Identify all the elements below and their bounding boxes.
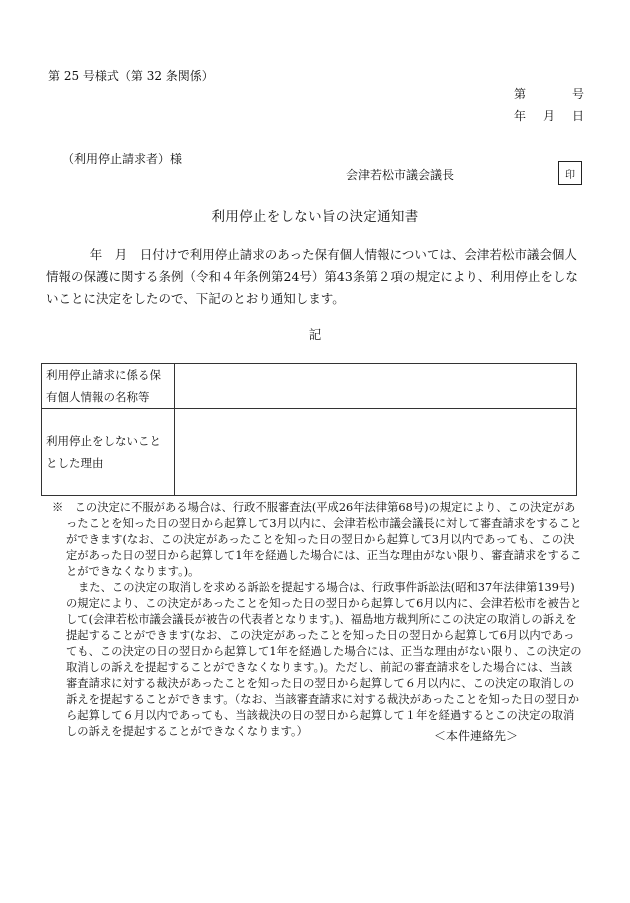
table-row <box>42 364 577 409</box>
date-month-label: 月 <box>543 109 556 123</box>
seal-label: 印 <box>565 169 575 181</box>
reason-value <box>175 409 577 496</box>
info-name-value <box>175 364 577 409</box>
info-name-label: 利用停止請求に係る保有個人情報の名称等 <box>42 364 175 409</box>
document-number-suffix: 号 <box>572 87 585 101</box>
table-row <box>42 409 577 496</box>
ki-heading: 記 <box>308 327 322 342</box>
appeal-note-review: ※ この決定に不服がある場合は、行政不服審査法(平成26年法律第68号)の規定により、この決定があったことを知った日の翌日から起算して3月以内に、会津若松市議会議長に対して審査請求をすることができます(なお、この決定があったことを知った日の翌日から起算して3月以内であっても、この決定があった日の翌日から起算して1年を経過した場合には、正当な理由がない限り、審査請求をすることができなくなります。)。 <box>52 501 582 578</box>
notice-body <box>46 244 582 310</box>
document-title: 利用停止をしない旨の決定通知書 <box>211 209 419 225</box>
addressee: （利用停止請求者）様 <box>62 152 183 166</box>
reason-label: 利用停止をしないこととした理由 <box>42 409 175 496</box>
appeal-notes <box>52 500 582 740</box>
appeal-note-lawsuit: また、この決定の取消しを求める訴訟を提起する場合は、行政事件訴訟法(昭和37年法律第139号)の規定により、この決定があったことを知った日の翌日から起算して6月以内に、会津若松市を被告として(会津若松市議会議長が被告の代表者となります。)、福島地方裁判所にこの決定の取消しの訴えを提起することができます(なお、この決定があったことを知った日の翌日から起算して6月以内であっても、この決定の日の翌日から起算して1年を経過した場合には、正当な理由がない限り、この決定の取消しの訴えを提起することができなくなります。)。ただし、前記の審査請求をした場合には、当該審査請求に対する裁決があったことを知った日の翌日から起算して６月以内に、この決定の取消しの訴えを提起することができます。（なお、当該審査請求に対する裁決があったことを知った日の翌日から起算して６月以内であっても、当該裁決の日の翌日から起算して１年を経過するとこの決定の取消しの訴えを提起することができなくなります。） <box>66 581 582 738</box>
details-table <box>41 363 577 496</box>
document-number-label: 第 <box>514 87 527 101</box>
contact-heading: ＜本件連絡先＞ <box>434 729 519 743</box>
seal-box <box>558 161 582 185</box>
date-year-label: 年 <box>514 109 527 123</box>
sender-name: 会津若松市議会議長 <box>346 168 455 182</box>
notice-paragraph: 年 月 日付けで利用停止請求のあった保有個人情報については、会津若松市議会個人情報の保護に関する条例（令和４年条例第24号）第43条第２項の規定により、利用停止をしないことに決定をしたので、下記のとおり通知します。 <box>46 247 578 306</box>
form-number: 第 25 号様式（第 32 条関係） <box>48 69 214 83</box>
date-day-label: 日 <box>572 109 585 123</box>
